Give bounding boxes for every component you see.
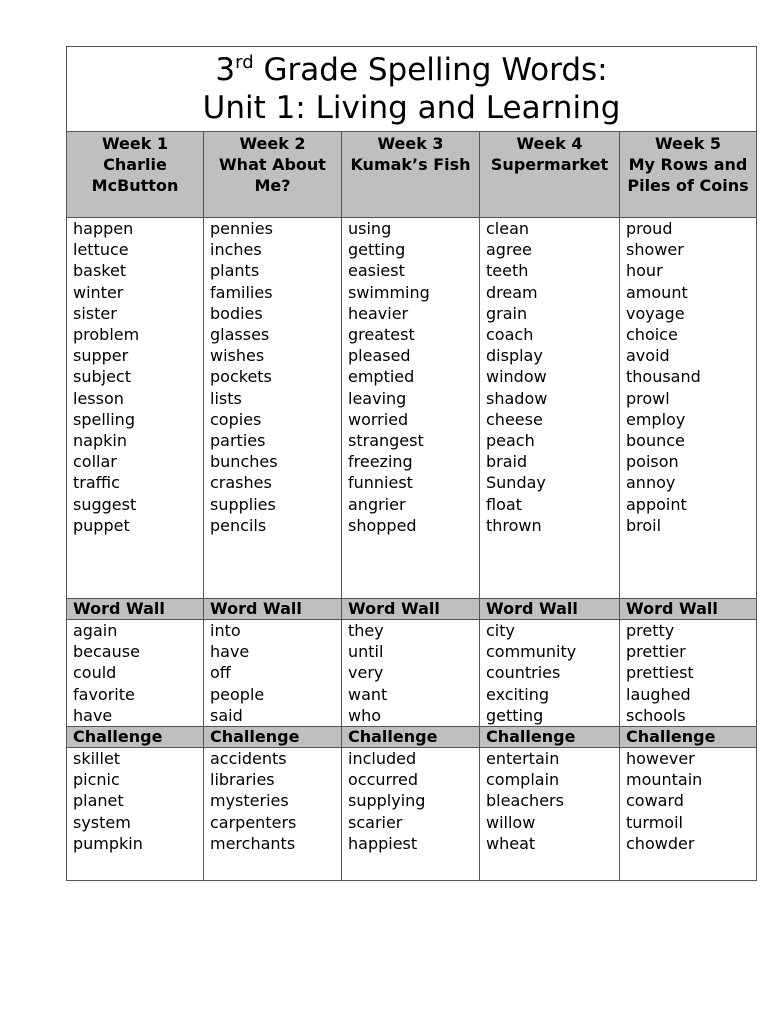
list-item: laughed: [626, 684, 691, 704]
list-item: emptied: [348, 367, 415, 387]
list-item: pleased: [348, 346, 411, 366]
list-item: plants: [210, 261, 260, 281]
list-item: worried: [348, 409, 409, 429]
list-item: swimming: [348, 282, 430, 302]
title-grade-number: 3: [215, 52, 236, 88]
week-5-story-title: My Rows and Piles of Coins: [627, 155, 749, 195]
week-1-challenge-heading: Challenge: [67, 727, 204, 748]
list-item: prettier: [626, 642, 686, 662]
list-item: peach: [486, 431, 535, 451]
list-item: schools: [626, 705, 686, 725]
list-item: favorite: [73, 684, 135, 704]
week-header-row: [67, 132, 757, 218]
week-5-challenge-heading: Challenge: [620, 727, 757, 748]
list-item: angrier: [348, 494, 406, 514]
list-item: thrown: [486, 515, 542, 535]
list-item: annoy: [626, 473, 676, 493]
list-item: pockets: [210, 367, 272, 387]
week-5-challenge-list: [620, 748, 757, 881]
week-5-word-list: [620, 218, 757, 599]
list-item: happiest: [348, 833, 418, 853]
list-item: copies: [210, 409, 262, 429]
list-item: lists: [210, 388, 242, 408]
list-item: supper: [73, 346, 129, 366]
week-3-story-title: Kumak’s Fish: [350, 155, 471, 174]
word-wall-header-row: [67, 599, 757, 620]
list-item: leaving: [348, 388, 407, 408]
list-item: have: [210, 642, 250, 662]
list-item: they: [348, 621, 384, 640]
week-5-word-wall-heading: Word Wall: [620, 599, 757, 620]
list-item: bodies: [210, 303, 263, 323]
list-item: getting: [348, 240, 406, 260]
list-item: amount: [626, 282, 688, 302]
week-1-header: [67, 132, 204, 218]
list-item: occurred: [348, 770, 419, 790]
week-2-label: Week 2: [239, 134, 306, 153]
list-item: dream: [486, 282, 538, 302]
week-2-word-list: [204, 218, 342, 599]
list-item: happen: [73, 219, 134, 238]
week-2-challenge-list: [204, 748, 342, 881]
list-item: skillet: [73, 749, 121, 769]
list-item: lettuce: [73, 240, 129, 260]
list-item: because: [73, 642, 140, 662]
week-3-header: [342, 132, 480, 218]
list-item: prettiest: [626, 663, 694, 683]
week-4-word-wall-heading: Word Wall: [480, 599, 620, 620]
list-item: shower: [626, 240, 684, 260]
list-item: again: [73, 621, 118, 640]
title-line1-rest: Grade Spelling Words:: [253, 52, 608, 88]
list-item: bounce: [626, 431, 685, 451]
list-item: who: [348, 705, 382, 725]
list-item: until: [348, 642, 384, 662]
list-item: merchants: [210, 833, 296, 853]
list-item: want: [348, 684, 388, 704]
list-item: subject: [73, 367, 131, 387]
list-item: napkin: [73, 431, 127, 451]
list-item: thousand: [626, 367, 701, 387]
list-item: broil: [626, 515, 662, 535]
week-2-story-title: What About Me?: [219, 155, 326, 195]
list-item: heavier: [348, 303, 409, 323]
list-item: clean: [486, 219, 530, 238]
list-item: shadow: [486, 388, 548, 408]
list-item: cheese: [486, 409, 543, 429]
list-item: countries: [486, 663, 561, 683]
list-item: voyage: [626, 303, 685, 323]
list-item: scarier: [348, 812, 403, 832]
list-item: funniest: [348, 473, 413, 493]
list-item: turmoil: [626, 812, 683, 832]
week-2-word-wall-list: [204, 620, 342, 727]
list-item: pennies: [210, 219, 273, 238]
week-4-word-wall-list: [480, 620, 620, 727]
list-item: pencils: [210, 515, 267, 535]
week-3-word-list: [342, 218, 480, 599]
list-item: problem: [73, 325, 140, 345]
list-item: strangest: [348, 431, 424, 451]
list-item: teeth: [486, 261, 529, 281]
page-title: [67, 47, 757, 132]
list-item: entertain: [486, 749, 560, 769]
list-item: avoid: [626, 346, 670, 366]
list-item: very: [348, 663, 384, 683]
list-item: community: [486, 642, 577, 662]
list-item: freezing: [348, 452, 413, 472]
list-item: planet: [73, 791, 124, 811]
list-item: collar: [73, 452, 117, 472]
list-item: prowl: [626, 388, 670, 408]
list-item: complain: [486, 770, 560, 790]
week-3-word-wall-heading: Word Wall: [342, 599, 480, 620]
list-item: display: [486, 346, 543, 366]
list-item: could: [73, 663, 117, 683]
list-item: however: [626, 749, 695, 769]
list-item: poison: [626, 452, 679, 472]
list-item: basket: [73, 261, 127, 281]
list-item: carpenters: [210, 812, 297, 832]
challenge-row: [67, 748, 757, 881]
title-line2: Unit 1: Living and Learning: [202, 90, 621, 126]
list-item: pretty: [626, 621, 675, 640]
list-item: accidents: [210, 749, 287, 769]
list-item: easiest: [348, 261, 405, 281]
list-item: glasses: [210, 325, 270, 345]
week-5-word-wall-list: [620, 620, 757, 727]
list-item: grain: [486, 303, 528, 323]
list-item: sister: [73, 303, 117, 323]
week-3-challenge-heading: Challenge: [342, 727, 480, 748]
week-1-label: Week 1: [101, 134, 169, 153]
list-item: choice: [626, 325, 678, 345]
list-item: traffic: [73, 473, 120, 493]
week-4-challenge-list: [480, 748, 620, 881]
list-item: libraries: [210, 770, 275, 790]
week-3-word-wall-list: [342, 620, 480, 727]
spelling-words-row: [67, 218, 757, 599]
list-item: shopped: [348, 515, 417, 535]
list-item: window: [486, 367, 547, 387]
week-1-story-title: Charlie McButton: [91, 155, 179, 195]
week-1-word-wall-heading: Word Wall: [67, 599, 204, 620]
list-item: crashes: [210, 473, 272, 493]
week-3-challenge-list: [342, 748, 480, 881]
week-5-label: Week 5: [654, 134, 722, 153]
list-item: families: [210, 282, 273, 302]
week-2-challenge-heading: Challenge: [204, 727, 342, 748]
list-item: bleachers: [486, 791, 564, 811]
list-item: off: [210, 663, 231, 683]
list-item: people: [210, 684, 265, 704]
title-grade-suffix: rd: [235, 52, 254, 73]
list-item: system: [73, 812, 131, 832]
list-item: Sunday: [486, 473, 546, 493]
list-item: included: [348, 749, 417, 769]
list-item: pumpkin: [73, 833, 143, 853]
week-3-label: Week 3: [377, 134, 444, 153]
week-4-challenge-heading: Challenge: [480, 727, 620, 748]
list-item: chowder: [626, 833, 695, 853]
list-item: agree: [486, 240, 532, 260]
list-item: have: [73, 705, 113, 725]
week-4-word-list: [480, 218, 620, 599]
list-item: mountain: [626, 770, 703, 790]
week-5-header: [620, 132, 757, 218]
week-4-story-title: Supermarket: [490, 155, 609, 174]
list-item: bunches: [210, 452, 278, 472]
list-item: winter: [73, 282, 124, 302]
word-wall-row: [67, 620, 757, 727]
spelling-table: [66, 46, 757, 881]
list-item: willow: [486, 812, 536, 832]
list-item: said: [210, 705, 243, 725]
week-1-word-list: [67, 218, 204, 599]
week-1-challenge-list: [67, 748, 204, 881]
list-item: inches: [210, 240, 262, 260]
list-item: getting: [486, 705, 544, 725]
list-item: braid: [486, 452, 528, 472]
list-item: exciting: [486, 684, 550, 704]
list-item: hour: [626, 261, 663, 281]
week-2-header: [204, 132, 342, 218]
list-item: using: [348, 219, 392, 238]
list-item: wheat: [486, 833, 536, 853]
list-item: appoint: [626, 494, 687, 514]
list-item: greatest: [348, 325, 415, 345]
list-item: employ: [626, 409, 686, 429]
week-1-word-wall-list: [67, 620, 204, 727]
list-item: suggest: [73, 494, 137, 514]
list-item: coward: [626, 791, 684, 811]
list-item: city: [486, 621, 515, 640]
list-item: float: [486, 494, 522, 514]
list-item: spelling: [73, 409, 135, 429]
list-item: picnic: [73, 770, 120, 790]
list-item: parties: [210, 431, 266, 451]
week-4-header: [480, 132, 620, 218]
week-2-word-wall-heading: Word Wall: [204, 599, 342, 620]
list-item: proud: [626, 219, 673, 238]
list-item: wishes: [210, 346, 265, 366]
list-item: puppet: [73, 515, 130, 535]
list-item: supplying: [348, 791, 426, 811]
challenge-header-row: [67, 727, 757, 748]
week-4-label: Week 4: [516, 134, 583, 153]
list-item: coach: [486, 325, 534, 345]
list-item: into: [210, 621, 241, 640]
list-item: mysteries: [210, 791, 289, 811]
list-item: supplies: [210, 494, 276, 514]
list-item: lesson: [73, 388, 124, 408]
